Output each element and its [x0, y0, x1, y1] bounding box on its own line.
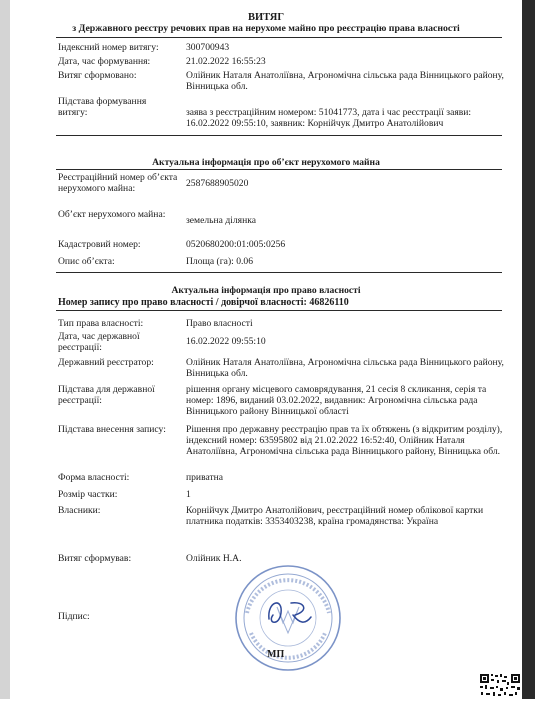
registrar-label: Державний реєстратор:: [58, 357, 154, 368]
formed-by-footer-label: Витяг сформував:: [58, 553, 132, 564]
right-type-value: Право власності: [186, 318, 253, 329]
object-regnumber-value: 2587688905020: [186, 178, 249, 189]
share-size-label: Розмір частки:: [58, 489, 118, 500]
object-type-label: Об’єкт нерухомого майна:: [58, 209, 166, 220]
right-record-number: Номер запису про право власності / довірчої власності: 46826110: [58, 297, 349, 308]
share-size-value: 1: [186, 489, 191, 500]
cadastral-value: 0520680200:01:005:0256: [186, 239, 286, 250]
extract-number-label: Індексний номер витягу:: [58, 42, 159, 53]
record-rule: [56, 310, 502, 311]
object-description-value: Площа (га): 0.06: [186, 256, 253, 267]
registration-basis-value: рішення органу місцевого самоврядування, 21 сесія 8 скликання, серія та номер: 1896, виданий 03.02.2022, видавник: Агрономічна сільська рада Вінницького району Вінницької області: [186, 384, 487, 417]
scan-right-edge: [522, 0, 535, 699]
meta-rule: [56, 135, 502, 136]
object-rule: [56, 272, 502, 273]
ownership-form-label: Форма власності:: [58, 472, 130, 483]
registrar-value: Олійник Наталя Анатоліївна, Агрономічна сільська рада Вінницького району, Вінницька обл.: [186, 357, 504, 379]
document-subtitle: з Державного реєстру речових прав на нерухоме майно про реєстрацію права власності: [72, 23, 460, 34]
basis-label: Підстава формування витягу:: [58, 96, 147, 118]
stamp-seal-icon: [233, 563, 343, 673]
cadastral-label: Кадастровий номер:: [58, 239, 141, 250]
object-regnumber-label: Реєстраційний номер об’єкта нерухомого майна:: [58, 172, 178, 194]
object-type-value: земельна ділянка: [186, 215, 256, 226]
entry-basis-value: Рішення про державну реєстрацію прав та їх обтяжень (з відкритим розділу), індексний номер: 63595802 від 21.02.2022 16:52:40, Олійник Наталя Анатоліївна, Агрономічна сільська рада Вінницького району, Вінницька обл.: [186, 424, 503, 457]
official-stamp: [233, 563, 343, 673]
owners-value: Корнійчук Дмитро Анатолійович, реєстраційний номер облікової картки платника податків: 3353403238, країна громадянства: Україна: [186, 505, 484, 527]
formed-by-footer-value: Олійник Н.А.: [186, 553, 242, 564]
owners-label: Власники:: [58, 505, 101, 516]
object-heading-rule: [56, 169, 502, 170]
object-section-heading: Актуальна інформація про об’єкт нерухомого майна: [152, 157, 380, 168]
formed-datetime-label: Дата, час формування:: [58, 56, 151, 67]
signature-label: Підпис:: [58, 611, 90, 622]
basis-value: заява з реєстраційним номером: 51041773, дата і час реєстрації заяви: 16.02.2022 09:55:10, заявник: Корнійчук Дмитро Анатолійович: [186, 107, 472, 129]
formed-by-label: Витяг сформовано:: [58, 70, 137, 81]
right-section-heading: Актуальна інформація про право власності: [171, 285, 361, 296]
object-description-label: Опис об’єкта:: [58, 256, 115, 267]
entry-basis-label: Підстава внесення запису:: [58, 424, 166, 435]
qr-code-icon: [478, 672, 522, 699]
document-title: ВИТЯГ: [247, 12, 285, 23]
extract-number-value: 300700943: [186, 42, 230, 53]
right-type-label: Тип права власності:: [58, 318, 144, 329]
header-rule: [56, 37, 502, 38]
scan-left-edge: [0, 0, 10, 699]
formed-by-value: Олійник Наталя Анатоліївна, Агрономічна сільська рада Вінницького району, Вінницька обл.: [186, 70, 504, 92]
stamp-mark: МП: [267, 649, 285, 660]
registration-basis-label: Підстава для державної реєстрації:: [58, 384, 155, 406]
qr-code: [478, 672, 522, 699]
registration-date-value: 16.02.2022 09:55:10: [186, 336, 266, 347]
registration-date-label: Дата, час державної реєстрації:: [58, 331, 140, 353]
ownership-form-value: приватна: [186, 472, 224, 483]
formed-datetime-value: 21.02.2022 16:55:23: [186, 56, 266, 67]
